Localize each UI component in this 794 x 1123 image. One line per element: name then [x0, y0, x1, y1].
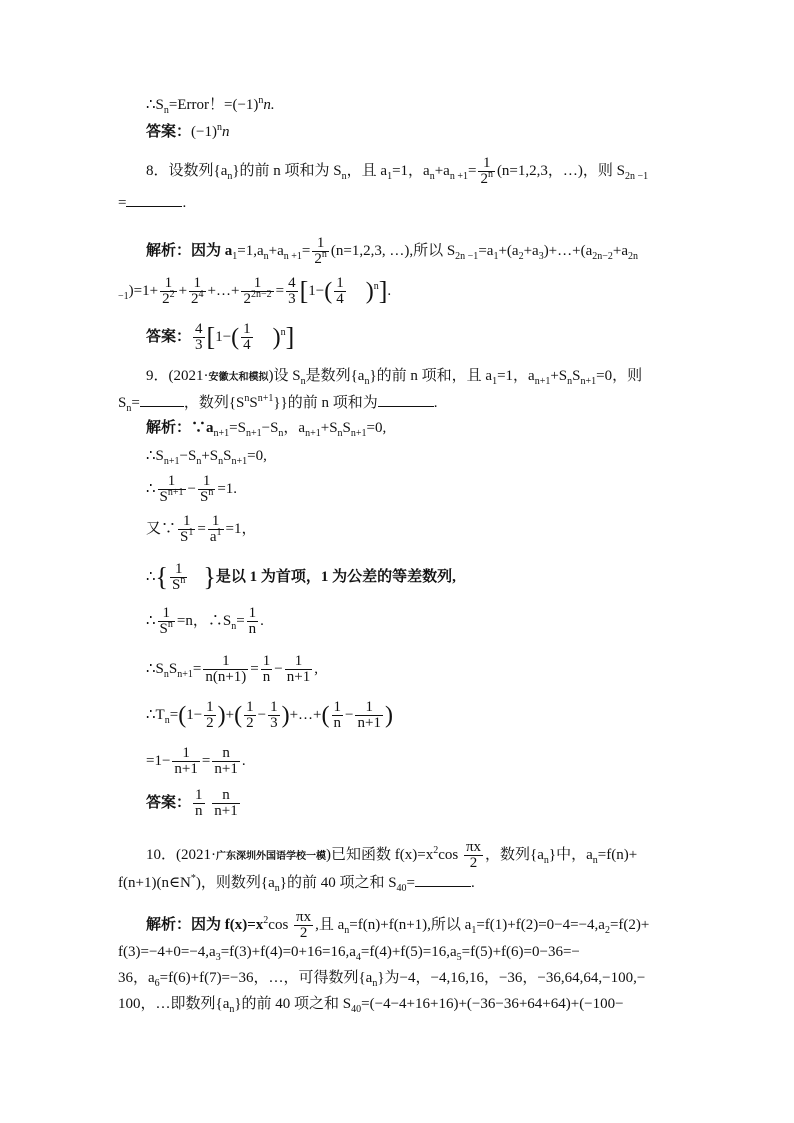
solution-9-line-1: 解析：$\because a_{n+1}=S_{n+1}-S_n$，$a_{n+1}+S_nS_{n+1}=0$,: [146, 420, 387, 439]
solution-8-line-1: 解析：因为 $a_1=1,a_n+a_{n +1}=$ $\frac{1}{2^n}$ (n=1,2,3, …),所以 $S_{2n -1}=a_1+(a_2+a_3)+\dots+(a_{2n-2}+a_{2n}$: [146, 235, 639, 267]
solution-9-line-5: ∴{ $\frac{1}{S^n}$ }是以 1 为首项，1 为公差的等差数列,: [146, 561, 456, 593]
solution-9-line-4: 又∵ $\frac{1}{S^1}$ = $\frac{1}{a^1}$ =1，: [146, 513, 257, 545]
question-8: 8．设数列$\{a_n\}$的前 n 项和为 $S_n$，且 $a_1=1$，$a_n+a_{n +1}=$ $\frac{1}{2^n}$ (n=1,2,3，…)，则 $S_{2n -1}$: [146, 155, 649, 187]
answer-blank[interactable]: [140, 394, 184, 407]
answer-blank[interactable]: [126, 194, 182, 207]
question-10-line-2: f(n+1)(n∈N*)，则数列$\{a_n\}$的前 40 项之和 $S_{40}=$ .: [118, 873, 475, 894]
question-9: 9．(2021·安徽太和模拟)设 $S_n$是数列$\{a_n\}$的前 n 项和，且 $a_1=1$，$a_{n+1}+S_nS_{n+1}=0$，则: [146, 368, 643, 387]
answer-blank[interactable]: [378, 394, 434, 407]
answer-8: 答案： $\frac{4}{3}$ [1−( $\frac{1}{4}$ )$^n$]: [146, 321, 295, 353]
question-10: 10．(2021·广东深圳外国语学校一模)已知函数 $f(x)=x^2\cos$ $\frac{\pi x}{2}$ ，数列$\{a_n\}$中，$a_n=f(n)+$: [146, 839, 638, 871]
question-9-line-2: $S_n=$ ，数列$\{S^nS^{n+1}\}$}的前 n 项和为 .: [118, 393, 438, 414]
solution-10-line-1: 解析：因为 $f(x)=x^2\cos$ $\frac{\pi x}{2}$ ,且 $a_n=f(n)+f(n+1)$,所以 $a_1=f(1)+f(2)=0-4=-4,a_2=f(2)+$: [146, 909, 650, 941]
solution-10-line-3: 36，$a_6=f(6)+f(7)=-36$，…，可得数列$\{a_n\}$为−4，−4,16,16，−36，−36,64,64,−100,−: [118, 970, 646, 989]
solution-10-line-4: 100，…即数列$\{a_n\}$的前 40 项之和 $S_{40}=(-4-4+16+16)+(-36-36+64+64)+(-100-$: [118, 996, 624, 1015]
solution-9-line-7: $\therefore S_nS_{n+1}=$ $\frac{1}{n(n+1)}$ = $\frac{1}{n}$ − $\frac{1}{n+1}$ ,: [146, 653, 318, 685]
solution-9-line-8: $\therefore T_n=(1-$ $\frac{1}{2}$ )+( $\frac{1}{2}$ − $\frac{1}{3}$ )+…+( $\frac{1}{n}$ − $\frac{1}{n+1}$ ): [146, 699, 393, 731]
solution-9-line-6: ∴ $\frac{1}{S^n}$ =n，$\therefore S_n=$ $\frac{1}{n}$ .: [146, 605, 264, 637]
answer-7: 答案：$(-1)^nn$: [146, 122, 230, 140]
solution-9-line-3: ∴ $\frac{1}{S^{n+1}}$ − $\frac{1}{S^n}$ =1.: [146, 473, 238, 505]
solution-9-line-2: $\therefore S_{n+1}-S_n+S_nS_{n+1}=0$,: [146, 448, 267, 467]
answer-blank[interactable]: [415, 874, 471, 887]
solution-10-line-2: $f(3)=-4+0=-4,a_3=f(3)+f(4)=0+16=16,a_4=f(4)+f(5)=16,a_5=f(5)+f(6)=0-36=-$: [118, 944, 580, 963]
question-8-blank-line: = .: [118, 195, 187, 211]
solution-9-line-9: =1− $\frac{1}{n+1}$ = $\frac{n}{n+1}$ .: [146, 745, 246, 777]
solution-line-s-n: $\therefore S_n=Error$！$=(-1)^nn$.: [146, 95, 275, 116]
answer-9: 答案： $\frac{1}{n}$ $\frac{n}{n+1}$: [146, 787, 238, 819]
solution-8-line-2: $_{-1}$)=1+ $\frac{1}{2^2}$ + $\frac{1}{2^4}$ +…+ $\frac{1}{2^{2n-2}}$ = $\frac{4}{3}$ [1−( $\frac{1}{4}$ )$^n$].: [118, 275, 392, 307]
